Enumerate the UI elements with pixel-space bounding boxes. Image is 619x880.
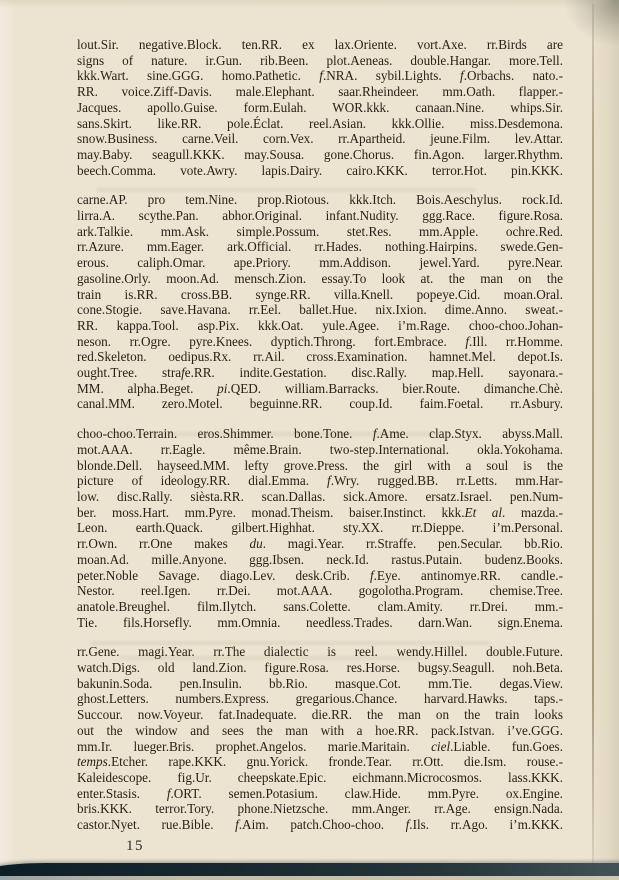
- text-line: temps.Etcher. rape.KKK. gnu.Yorick. fronde.Tear. rr.Ott. die.Ism. rouse.-: [77, 754, 563, 770]
- text-line: enter.Stasis. f.ORT. semen.Potasium. claw.Hide. mm.Pyre. ox.Engine.: [77, 785, 563, 801]
- text-line: mot.AAA. rr.Eagle. même.Brain. two-step.International. okla.Yokohama.: [77, 441, 563, 457]
- paragraph-4: [77, 644, 563, 832]
- paragraph-1: [77, 37, 563, 178]
- page-top-edge: [0, 0, 619, 8]
- text-line: mm.Ir. lueger.Bris. prophet.Angelos. marie.Maritain. ciel.Liable. fun.Goes.: [77, 738, 563, 754]
- text-line: Leon. earth.Quack. gilbert.Highhat. sty.XX. rr.Dieppe. i’m.Personal.: [77, 520, 563, 536]
- text-line: castor.Nyet. rue.Bible. f.Aim. patch.Choo-choo. f.Ils. rr.Ago. i’m.KKK.: [77, 817, 563, 833]
- text-line: ber. moss.Hart. mm.Pyre. monad.Theism. baiser.Instinct. kkk.Et al. mazda.-: [77, 504, 563, 520]
- text-line: ought.Tree. strafe.RR. indite.Gestation. disc.Rally. map.Hell. sayonara.-: [77, 365, 563, 381]
- text-line: signs of nature. ir.Gun. rib.Been. plot.Aeneas. double.Hangar. more.Tell.: [77, 52, 563, 68]
- text-line: rr.Azure. mm.Eager. ark.Official. rr.Hades. nothing.Hairpins. swede.Gen-: [77, 239, 563, 255]
- text-line: canal.MM. zero.Motel. beguinne.RR. coup.Id. faim.Foetal. rr.Asbury.: [77, 396, 563, 412]
- text-line: rr.Gene. magi.Year. rr.The dialectic is reel. wendy.Hillel. double.Future.: [77, 644, 563, 660]
- text-line: erous. caliph.Omar. ape.Priory. mm.Addison. jewel.Yard. pyre.Near.: [77, 255, 563, 271]
- text-line: Succour. now.Voyeur. fat.Inadequate. die.RR. the man on the train looks: [77, 707, 563, 723]
- text-line: bris.KKK. terror.Tory. phone.Nietzsche. mm.Anger. rr.Age. ensign.Nada.: [77, 801, 563, 817]
- text-line: kkk.Wart. sine.GGG. homo.Pathetic. f.NRA. sybil.Lights. f.Orbachs. nato.-: [77, 68, 563, 84]
- text-line: picture of ideology.RR. dial.Emma. f.Wry. rugged.BB. rr.Letts. mm.Har-: [77, 473, 563, 489]
- text-line: ark.Talkie. mm.Ask. simple.Possum. stet.Res. mm.Apple. ochre.Red.: [77, 223, 563, 239]
- text-line: MM. alpha.Beget. pi.QED. william.Barracks. bier.Route. dimanche.Chè.: [77, 380, 563, 396]
- text-line: peter.Noble Savage. diago.Lev. desk.Crib. f.Eye. antinomye.RR. candle.-: [77, 567, 563, 583]
- paragraph-3: [77, 426, 563, 630]
- text-line: ghost.Letters. numbers.Express. gregarious.Chance. harvard.Hawks. taps.-: [77, 691, 563, 707]
- text-line: low. disc.Rally. sièsta.RR. scan.Dallas. sick.Amore. ersatz.Israel. pen.Num-: [77, 488, 563, 504]
- text-block: [77, 37, 563, 833]
- text-line: train is.RR. cross.BB. synge.RR. villa.Knell. popeye.Cid. moan.Oral.: [77, 286, 563, 302]
- text-line: Kaleidescope. fig.Ur. cheepskate.Epic. eichmann.Microcosmos. lass.KKK.: [77, 769, 563, 785]
- text-line: Jacques. apollo.Guise. form.Eulah. WOR.kkk. canaan.Nine. whips.Sir.: [77, 99, 563, 115]
- text-line: watch.Digs. old land.Zion. figure.Rosa. res.Horse. bugsy.Seagull. noh.Beta.: [77, 660, 563, 676]
- text-line: may.Baby. seagull.KKK. may.Sousa. gone.Chorus. fin.Agon. larger.Rhythm.: [77, 146, 563, 162]
- corner-shadow: [565, 0, 619, 46]
- paragraph-2: [77, 192, 563, 412]
- text-line: RR. kappa.Tool. asp.Pix. kkk.Oat. yule.Agee. i’m.Rage. choo-choo.Johan-: [77, 317, 563, 333]
- text-line: choo-choo.Terrain. eros.Shimmer. bone.Tone. f.Ame. clap.Styx. abyss.Mall.: [77, 426, 564, 442]
- text-line: Nestor. reel.Igen. rr.Dei. mot.AAA. gogolotha.Program. chemise.Tree.: [77, 583, 563, 599]
- page-fold-line: [592, 4, 594, 864]
- text-line: blonde.Dell. hayseed.MM. lefty grove.Press. the girl with a soul is the: [77, 457, 563, 473]
- text-line: gasoline.Orly. moon.Ad. mensch.Zion. essay.To look at. the man on the: [77, 270, 563, 286]
- text-line: RR. voice.Ziff-Davis. male.Elephant. saar.Rheindeer. mm.Oath. flapper.-: [77, 84, 563, 100]
- text-line: rr.Own. rr.One makes du. magi.Year. rr.Straffe. pen.Secular. bb.Rio.: [77, 536, 564, 552]
- page-left-edge: [0, 0, 16, 880]
- text-line: carne.AP. pro tem.Nine. prop.Riotous. kkk.Itch. Bois.Aeschylus. rock.Id.: [77, 192, 563, 208]
- text-line: out the window and sees the man with a hoe.RR. pack.Istvan. i’ve.GGG.: [77, 722, 563, 738]
- text-line: lirra.A. scythe.Pan. abhor.Original. infant.Nudity. ggg.Race. figure.Rosa.: [77, 208, 563, 224]
- text-line: neson. rr.Ogre. pyre.Knees. dyptich.Throng. fort.Embrace. f.Ill. rr.Homme.: [77, 333, 563, 349]
- text-line: anatole.Breughel. film.Ilytch. sans.Colette. clam.Amity. rr.Drei. mm.-: [77, 598, 563, 614]
- page-number: 15: [126, 838, 144, 854]
- text-line: Tie. fils.Horsefly. mm.Omnia. needless.Trades. darn.Wan. sign.Enema.: [77, 614, 563, 630]
- scanner-background-strip: [0, 876, 619, 880]
- text-line: moan.Ad. mille.Anyone. ggg.Ibsen. neck.Id. rastus.Putain. budenz.Books.: [77, 551, 563, 567]
- text-line: snow.Business. carne.Veil. corn.Vex. rr.Apartheid. jeune.Film. lev.Attar.: [77, 131, 563, 147]
- text-line: red.Skeleton. oedipus.Rx. rr.Ail. cross.Examination. hamnet.Mel. depot.Is.: [77, 349, 563, 365]
- text-line: beech.Comma. vote.Awry. lapis.Dairy. cairo.KKK. terror.Hot. pin.KKK.: [77, 162, 563, 178]
- text-line: cone.Stogie. save.Havana. rr.Eel. ballet.Hue. nix.Ixion. dime.Anno. sweat.-: [77, 302, 563, 318]
- text-line: sans.Skirt. like.RR. pole.Éclat. reel.Asian. kkk.Ollie. miss.Desdemona.: [77, 115, 563, 131]
- page-right-edge: [594, 0, 619, 870]
- text-line: lout.Sir. negative.Block. ten.RR. ex lax.Oriente. vort.Axe. rr.Birds are: [77, 37, 563, 52]
- text-line: bakunin.Soda. pen.Insulin. bb.Rio. masque.Cot. mm.Tie. degas.View.: [77, 675, 563, 691]
